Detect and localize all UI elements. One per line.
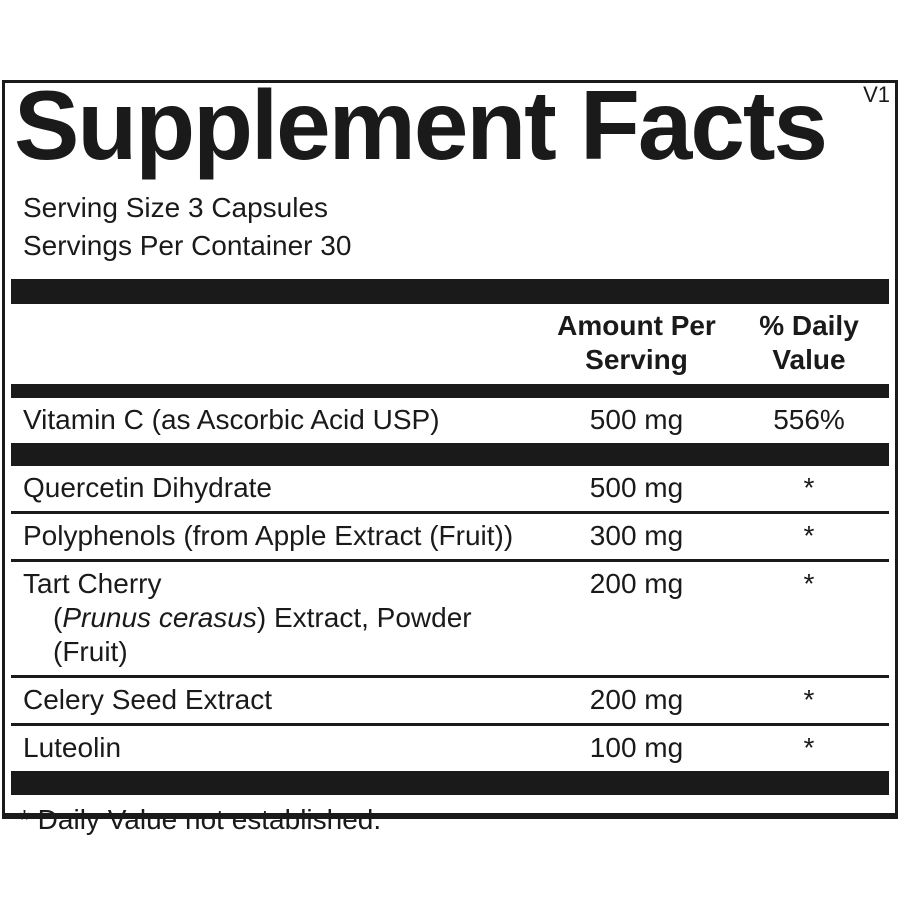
ingredient-daily-value: 556% bbox=[773, 404, 845, 435]
column-header-row bbox=[11, 304, 889, 384]
table-row-polyphenols bbox=[11, 514, 889, 562]
servings-per-container: Servings Per Container 30 bbox=[23, 230, 352, 261]
ingredient-daily-value: * bbox=[803, 732, 815, 763]
version-tag: V1 bbox=[863, 82, 890, 107]
thick-divider-bar bbox=[11, 279, 889, 304]
table-row-luteolin bbox=[11, 726, 889, 771]
ingredient-name: Celery Seed Extract bbox=[23, 684, 272, 715]
thick-divider-bar bbox=[11, 443, 889, 466]
ingredient-daily-value: * bbox=[803, 684, 815, 715]
table-row-quercetin bbox=[11, 466, 889, 514]
ingredient-daily-value: * bbox=[803, 472, 815, 503]
column-header-daily-value: % Daily Value bbox=[759, 310, 859, 375]
botanical-name: Prunus cerasus bbox=[62, 602, 257, 633]
table-row-tart-cherry bbox=[11, 562, 889, 678]
ingredient-daily-value: * bbox=[803, 520, 815, 551]
daily-value-footnote: * Daily Value not established. bbox=[19, 804, 382, 835]
column-header-amount: Amount Per Serving bbox=[557, 310, 716, 375]
ingredient-name-line2: (Prunus cerasus) Extract, Powder (Fruit) bbox=[53, 602, 472, 667]
supplement-facts-panel bbox=[2, 70, 898, 835]
ingredient-name: Polyphenols (from Apple Extract (Fruit)) bbox=[23, 520, 514, 551]
ingredient-amount: 500 mg bbox=[589, 404, 684, 435]
panel-title: Supplement Facts bbox=[14, 70, 827, 180]
serving-size: Serving Size 3 Capsules bbox=[23, 192, 329, 223]
ingredient-name bbox=[11, 567, 544, 669]
ingredient-amount: 200 mg bbox=[589, 684, 684, 715]
thin-divider-bar bbox=[11, 384, 889, 398]
table-row-celery-seed bbox=[11, 678, 889, 726]
ingredient-amount: 300 mg bbox=[589, 520, 684, 551]
ingredient-daily-value: * bbox=[803, 568, 815, 599]
thick-divider-bar bbox=[11, 771, 889, 795]
ingredient-amount: 200 mg bbox=[589, 568, 684, 599]
ingredient-name-line1: Tart Cherry bbox=[23, 568, 162, 599]
ingredient-amount: 500 mg bbox=[589, 472, 684, 503]
ingredient-name: Vitamin C (as Ascorbic Acid USP) bbox=[23, 404, 440, 435]
table-row-vitamin-c bbox=[11, 398, 889, 443]
ingredient-name: Luteolin bbox=[23, 732, 122, 763]
ingredient-name: Quercetin Dihydrate bbox=[23, 472, 273, 503]
ingredient-amount: 100 mg bbox=[589, 732, 684, 763]
